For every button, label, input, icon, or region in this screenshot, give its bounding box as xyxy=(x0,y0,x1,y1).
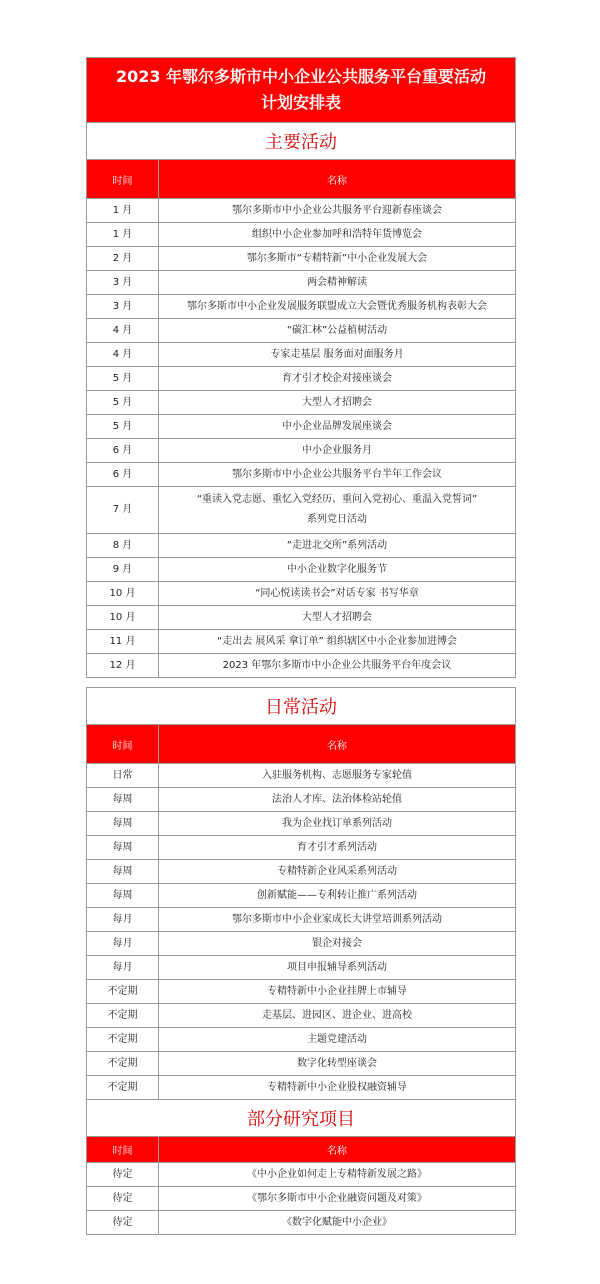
table-row xyxy=(87,1052,516,1076)
table-row xyxy=(87,836,516,860)
row-name-cell: 主题党建活动 xyxy=(159,1028,516,1052)
row-time-cell: 6 月 xyxy=(87,439,159,463)
row-time-cell: 3 月 xyxy=(87,295,159,319)
table-row xyxy=(87,908,516,932)
row-name-cell: 专精特新中小企业股权融资辅导 xyxy=(159,1076,516,1100)
row-name-cell: 鄂尔多斯市中小企业公共服务平台半年工作会议 xyxy=(159,463,516,487)
daily-activities-body xyxy=(87,764,516,1100)
row-time-cell: 日常 xyxy=(87,764,159,788)
row-name-cell: 创新赋能——专利转让推广系列活动 xyxy=(159,884,516,908)
table-row xyxy=(87,271,516,295)
table-row xyxy=(87,932,516,956)
table-row xyxy=(87,1076,516,1100)
row-name-cell: 2023 年鄂尔多斯市中小企业公共服务平台年度会议 xyxy=(159,654,516,678)
table-row xyxy=(87,247,516,271)
row-name-cell: 走基层、进园区、进企业、进高校 xyxy=(159,1004,516,1028)
row-time-cell: 4 月 xyxy=(87,343,159,367)
table-row xyxy=(87,534,516,558)
row-name-cell: 《鄂尔多斯市中小企业融资问题及对策》 xyxy=(159,1187,516,1211)
table-row xyxy=(87,1004,516,1028)
section-heading-research-projects: 部分研究项目 xyxy=(86,1100,516,1137)
main-activities-body xyxy=(87,199,516,678)
table-row xyxy=(87,463,516,487)
table-row xyxy=(87,956,516,980)
row-name-cell: 中小企业服务月 xyxy=(159,439,516,463)
row-name-cell: 鄂尔多斯市中小企业公共服务平台迎新春座谈会 xyxy=(159,199,516,223)
row-name-cell: 鄂尔多斯市中小企业家成长大讲堂培训系列活动 xyxy=(159,908,516,932)
row-name-cell: 专家走基层 服务面对面服务月 xyxy=(159,343,516,367)
table-header-row xyxy=(87,160,516,199)
table-row xyxy=(87,391,516,415)
table-row xyxy=(87,415,516,439)
row-time-cell: 每月 xyxy=(87,932,159,956)
column-header-time: 时间 xyxy=(87,160,159,199)
row-name-cell: “走出去 展风采 拿订单” 组织辖区中小企业参加进博会 xyxy=(159,630,516,654)
row-name-cell: 中小企业品牌发展座谈会 xyxy=(159,415,516,439)
row-name-cell: “走进北交所”系列活动 xyxy=(159,534,516,558)
table-header-row xyxy=(87,725,516,764)
table-row xyxy=(87,343,516,367)
row-time-cell: 不定期 xyxy=(87,1028,159,1052)
table-row xyxy=(87,630,516,654)
table-row xyxy=(87,884,516,908)
row-time-cell: 不定期 xyxy=(87,980,159,1004)
row-time-cell: 5 月 xyxy=(87,391,159,415)
table-row xyxy=(87,606,516,630)
column-header-name: 名称 xyxy=(159,725,516,764)
column-header-time: 时间 xyxy=(87,1137,159,1163)
row-time-cell: 每周 xyxy=(87,884,159,908)
table-row xyxy=(87,199,516,223)
row-name-cell: 大型人才招聘会 xyxy=(159,391,516,415)
row-time-cell: 待定 xyxy=(87,1211,159,1235)
row-name-cell: 中小企业数字化服务节 xyxy=(159,558,516,582)
daily-activities-table xyxy=(86,725,516,1100)
row-name-cell: 两会精神解读 xyxy=(159,271,516,295)
row-name-cell: 鄂尔多斯市中小企业发展服务联盟成立大会暨优秀服务机构表彰大会 xyxy=(159,295,516,319)
table-row xyxy=(87,295,516,319)
main-activities-table xyxy=(86,160,516,678)
table-row xyxy=(87,788,516,812)
row-name-cell: 组织中小企业参加呼和浩特年货博览会 xyxy=(159,223,516,247)
table-row xyxy=(87,1211,516,1235)
title-line-1: 2023 年鄂尔多斯市中小企业公共服务平台重要活动 xyxy=(115,67,487,86)
table-header-row xyxy=(87,1137,516,1163)
row-name-cell: 专精特新企业风采系列活动 xyxy=(159,860,516,884)
row-time-cell: 每周 xyxy=(87,860,159,884)
column-header-name: 名称 xyxy=(159,160,516,199)
row-time-cell: 待定 xyxy=(87,1163,159,1187)
section-heading-main-activities: 主要活动 xyxy=(86,123,516,160)
table-row xyxy=(87,1163,516,1187)
table-row xyxy=(87,812,516,836)
activity-plan-document xyxy=(86,57,516,1235)
row-name-cell: 专精特新中小企业挂牌上市辅导 xyxy=(159,980,516,1004)
table-row xyxy=(87,558,516,582)
row-time-cell: 每月 xyxy=(87,956,159,980)
table-row xyxy=(87,654,516,678)
row-name-cell: 《数字化赋能中小企业》 xyxy=(159,1211,516,1235)
row-time-cell: 10 月 xyxy=(87,582,159,606)
table-row xyxy=(87,1187,516,1211)
row-name-cell: “重读入党志愿、重忆入党经历、重问入党初心、重温入党誓词” 系列党日活动 xyxy=(159,487,516,534)
title-line-2: 计划安排表 xyxy=(260,93,341,112)
row-time-cell: 7 月 xyxy=(87,487,159,534)
table-row xyxy=(87,223,516,247)
table-row xyxy=(87,860,516,884)
row-name-cell: 我为企业找订单系列活动 xyxy=(159,812,516,836)
row-name-cell: 入驻服务机构、志愿服务专家轮值 xyxy=(159,764,516,788)
row-time-cell: 不定期 xyxy=(87,1076,159,1100)
research-projects-body xyxy=(87,1163,516,1235)
table-row xyxy=(87,487,516,534)
row-time-cell: 每月 xyxy=(87,908,159,932)
table-row xyxy=(87,319,516,343)
table-row xyxy=(87,439,516,463)
row-time-cell: 4 月 xyxy=(87,319,159,343)
row-time-cell: 5 月 xyxy=(87,367,159,391)
row-name-cell: 数字化转型座谈会 xyxy=(159,1052,516,1076)
row-name-cell: 银企对接会 xyxy=(159,932,516,956)
table-row xyxy=(87,764,516,788)
row-time-cell: 每周 xyxy=(87,788,159,812)
row-time-cell: 不定期 xyxy=(87,1052,159,1076)
row-name-cell: 育才引才校企对接座谈会 xyxy=(159,367,516,391)
row-time-cell: 12 月 xyxy=(87,654,159,678)
document-title xyxy=(86,57,516,123)
row-time-cell: 6 月 xyxy=(87,463,159,487)
row-time-cell: 9 月 xyxy=(87,558,159,582)
row-time-cell: 每周 xyxy=(87,836,159,860)
row-time-cell: 不定期 xyxy=(87,1004,159,1028)
row-name-cell: 育才引才系列活动 xyxy=(159,836,516,860)
row-time-cell: 3 月 xyxy=(87,271,159,295)
column-header-time: 时间 xyxy=(87,725,159,764)
section-heading-daily-activities: 日常活动 xyxy=(86,687,516,725)
row-name-cell: “碳汇林”公益植树活动 xyxy=(159,319,516,343)
row-name-cell: 大型人才招聘会 xyxy=(159,606,516,630)
table-row xyxy=(87,367,516,391)
row-time-cell: 1 月 xyxy=(87,199,159,223)
row-name-cell: “同心悦读读书会”对话专家 书写华章 xyxy=(159,582,516,606)
row-time-cell: 2 月 xyxy=(87,247,159,271)
row-time-cell: 10 月 xyxy=(87,606,159,630)
row-name-cell: 项目申报辅导系列活动 xyxy=(159,956,516,980)
row-time-cell: 11 月 xyxy=(87,630,159,654)
column-header-name: 名称 xyxy=(159,1137,516,1163)
row-time-cell: 8 月 xyxy=(87,534,159,558)
row-time-cell: 待定 xyxy=(87,1187,159,1211)
row-name-cell: 《中小企业如何走上专精特新发展之路》 xyxy=(159,1163,516,1187)
row-time-cell: 1 月 xyxy=(87,223,159,247)
table-row xyxy=(87,1028,516,1052)
row-name-cell: 法治人才库、法治体检站轮值 xyxy=(159,788,516,812)
row-name-cell: 鄂尔多斯市“专精特新”中小企业发展大会 xyxy=(159,247,516,271)
table-row xyxy=(87,980,516,1004)
table-row xyxy=(87,582,516,606)
research-projects-table xyxy=(86,1137,516,1235)
row-time-cell: 每周 xyxy=(87,812,159,836)
row-time-cell: 5 月 xyxy=(87,415,159,439)
